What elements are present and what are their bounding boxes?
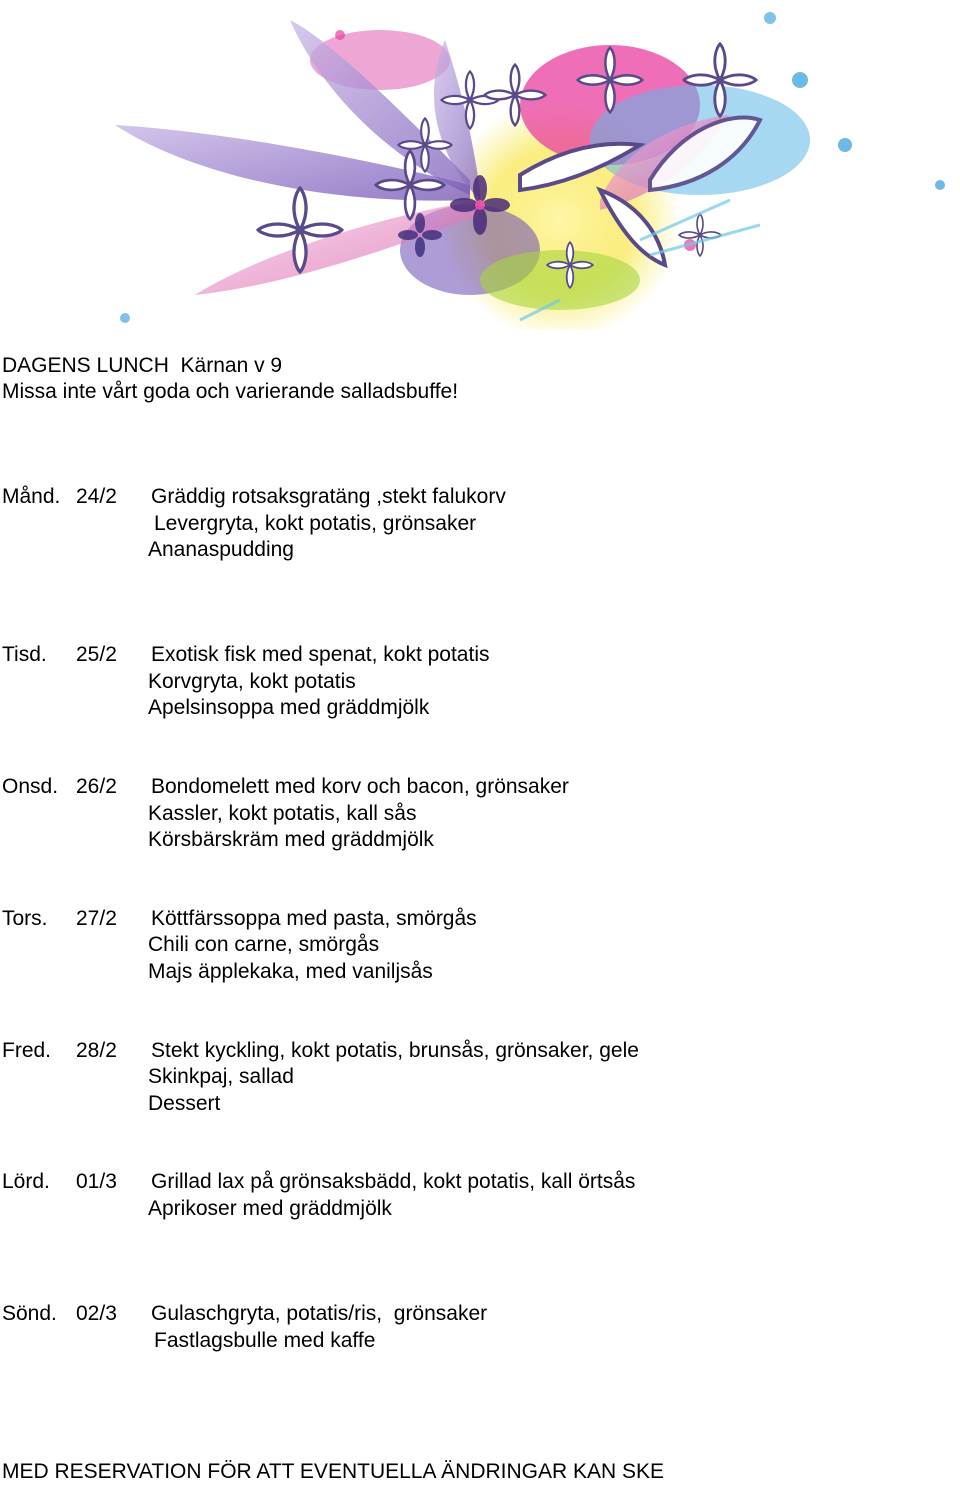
date-thursday: 27/2 xyxy=(76,907,117,930)
date-monday: 24/2 xyxy=(76,485,117,508)
dish-friday-2: Skinkpaj, sallad xyxy=(148,1065,294,1088)
dish-wednesday-1: Bondomelett med korv och bacon, grönsaker xyxy=(151,775,569,798)
dish-sunday-2: Fastlagsbulle med kaffe xyxy=(154,1329,376,1352)
dish-monday-3: Ananaspudding xyxy=(148,538,294,561)
dish-tuesday-3: Apelsinsoppa med gräddmjölk xyxy=(148,696,430,719)
dish-saturday-1: Grillad lax på grönsaksbädd, kokt potatis, kall örtsås xyxy=(151,1170,636,1193)
dish-sunday-1: Gulaschgryta, potatis/ris, grönsaker xyxy=(151,1302,488,1325)
date-saturday: 01/3 xyxy=(76,1170,117,1193)
day-label-tuesday: Tisd. xyxy=(2,643,47,666)
dish-thursday-1: Köttfärssoppa med pasta, smörgås xyxy=(151,907,477,930)
day-label-friday: Fred. xyxy=(2,1039,52,1062)
date-friday: 28/2 xyxy=(76,1039,117,1062)
dish-thursday-2: Chili con carne, smörgås xyxy=(148,933,380,956)
day-label-sunday: Sönd. xyxy=(2,1302,57,1325)
date-wednesday: 26/2 xyxy=(76,775,117,798)
day-label-thursday: Tors. xyxy=(2,907,48,930)
flower-illustration xyxy=(0,0,960,330)
page-title: DAGENS LUNCH Kärnan v 9 xyxy=(2,354,283,377)
date-tuesday: 25/2 xyxy=(76,643,117,666)
dish-thursday-3: Majs äpplekaka, med vaniljsås xyxy=(148,960,433,983)
day-label-saturday: Lörd. xyxy=(2,1170,50,1193)
page-subtitle: Missa inte vårt goda och varierande salladsbuffe! xyxy=(2,380,459,403)
footer-note: MED RESERVATION FÖR ATT EVENTUELLA ÄNDRINGAR KAN SKE xyxy=(2,1460,665,1483)
date-sunday: 02/3 xyxy=(76,1302,117,1325)
day-label-wednesday: Onsd. xyxy=(2,775,59,798)
dish-wednesday-2: Kassler, kokt potatis, kall sås xyxy=(148,802,417,825)
dish-tuesday-2: Korvgryta, kokt potatis xyxy=(148,670,356,693)
day-label-monday: Månd. xyxy=(2,485,61,508)
dish-friday-1: Stekt kyckling, kokt potatis, brunsås, grönsaker, gele xyxy=(151,1039,639,1062)
dish-saturday-2: Aprikoser med gräddmjölk xyxy=(148,1197,392,1220)
dish-friday-3: Dessert xyxy=(148,1092,221,1115)
dish-tuesday-1: Exotisk fisk med spenat, kokt potatis xyxy=(151,643,490,666)
dish-monday-2: Levergryta, kokt potatis, grönsaker xyxy=(154,512,477,535)
dish-monday-1: Gräddig rotsaksgratäng ,stekt falukorv xyxy=(151,485,506,508)
dish-wednesday-3: Körsbärskräm med gräddmjölk xyxy=(148,828,434,851)
